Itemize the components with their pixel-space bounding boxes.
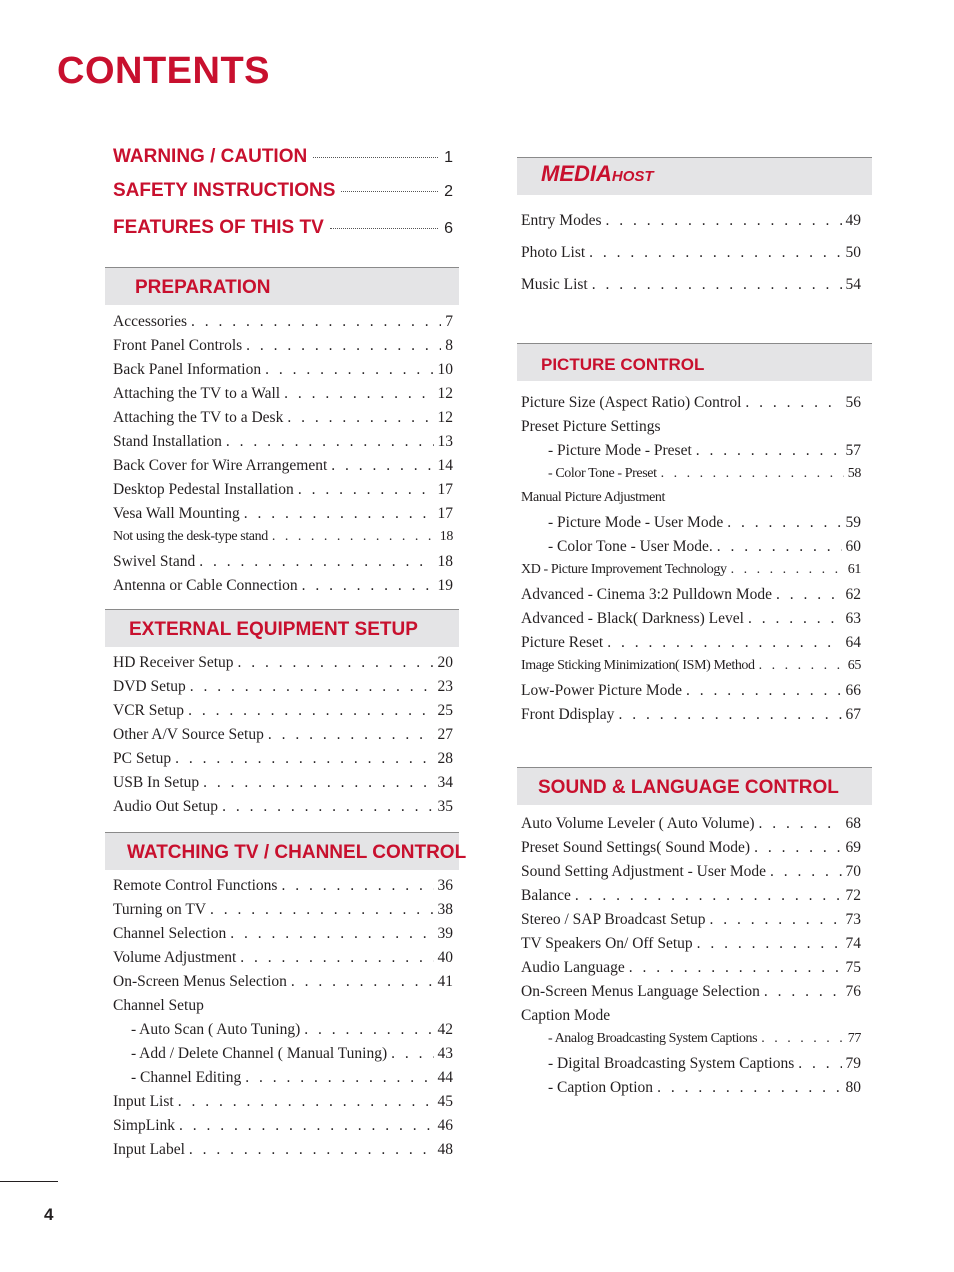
- toc-entry[interactable]: [113, 925, 453, 949]
- toc-entry-label: Volume Adjustment: [113, 949, 237, 966]
- section-header-picture: [517, 343, 872, 381]
- toc-entry-label: Desktop Pedestal Installation: [113, 481, 294, 498]
- leader-dots: [589, 244, 841, 262]
- toc-entry-page: 18: [439, 529, 453, 544]
- toc-entry[interactable]: [521, 466, 861, 490]
- leader-dots: [745, 394, 841, 412]
- toc-entry-page: 7: [445, 313, 453, 330]
- toc-entry-label: - Caption Option: [548, 1079, 654, 1096]
- toc-entry[interactable]: [113, 409, 453, 433]
- section-header-external: [105, 609, 459, 647]
- toc-entry-page: 70: [845, 863, 861, 880]
- leader-dots: [697, 935, 842, 953]
- toc-entry[interactable]: [113, 750, 453, 774]
- leader-dots: [686, 682, 842, 700]
- leader-dots: [710, 911, 842, 929]
- toc-entry-page: 60: [845, 538, 861, 555]
- toc-entry[interactable]: [521, 887, 861, 911]
- toc-entry-page: 23: [437, 678, 453, 695]
- toc-entry-label: Accessories: [113, 313, 188, 330]
- toc-entry[interactable]: [113, 1069, 453, 1093]
- toc-entry-label: VCR Setup: [113, 702, 185, 719]
- toc-entry-page: 46: [437, 1117, 453, 1134]
- leader-dots: [230, 925, 433, 943]
- leader-dots: [607, 634, 841, 652]
- toc-entry-page: 62: [845, 586, 861, 603]
- toc-entry[interactable]: [521, 682, 861, 706]
- leader-dots: [189, 1141, 434, 1159]
- page-title: CONTENTS: [57, 50, 270, 92]
- leader-dots: [331, 457, 433, 475]
- toc-entry-label: SAFETY INSTRUCTIONS: [113, 180, 336, 201]
- toc-entry-label: Advanced - Black( Darkness) Level: [521, 610, 744, 627]
- toc-entry[interactable]: [113, 529, 453, 553]
- toc-entry[interactable]: [113, 877, 453, 901]
- toc-entry-page: 63: [845, 610, 861, 627]
- toc-entry[interactable]: [113, 361, 453, 385]
- toc-entry-label: Manual Picture Adjustment: [521, 490, 665, 505]
- toc-entry-label: Attaching the TV to a Desk: [113, 409, 284, 426]
- toc-entry-page: 34: [437, 774, 453, 791]
- toc-entry[interactable]: [521, 658, 861, 682]
- mediahost-logo-sub: HOST: [611, 168, 654, 185]
- toc-entry-page: 80: [845, 1079, 861, 1096]
- leader-dots: [210, 901, 433, 919]
- toc-entry-page: 38: [437, 901, 453, 918]
- toc-entry-page: 58: [847, 466, 861, 481]
- toc-entry-page: 42: [437, 1021, 453, 1038]
- toc-entry-label: HD Receiver Setup: [113, 654, 234, 671]
- toc-entry-label: Back Panel Information: [113, 361, 262, 378]
- toc-entry-label: Stereo / SAP Broadcast Setup: [521, 911, 706, 928]
- toc-entry-page: 12: [437, 385, 453, 402]
- toc-entry-label: - Digital Broadcasting System Captions: [548, 1055, 795, 1072]
- toc-entry[interactable]: [113, 726, 453, 750]
- toc-entry-page: 41: [437, 973, 453, 990]
- toc-entry-page: 67: [845, 706, 861, 723]
- toc-entry-label: Input List: [113, 1093, 174, 1110]
- leader-dots: [764, 983, 842, 1001]
- toc-entry-label: Audio Out Setup: [113, 798, 219, 815]
- toc-entry[interactable]: [113, 1021, 453, 1045]
- toc-entry-label: Stand Installation: [113, 433, 222, 450]
- toc-entry[interactable]: [521, 490, 861, 514]
- leader-dots: [618, 706, 841, 724]
- toc-entry-page: 45: [437, 1093, 453, 1110]
- leader-dots: [727, 514, 841, 532]
- toc-entry-label: - Analog Broadcasting System Captions: [548, 1031, 758, 1046]
- toc-entry-page: 25: [437, 702, 453, 719]
- toc-entry[interactable]: [521, 935, 861, 959]
- leader-dots: [606, 212, 842, 230]
- toc-entry-page: 56: [845, 394, 861, 411]
- toc-entry-label: - Color Tone - User Mode.: [548, 538, 713, 555]
- toc-entry[interactable]: [113, 654, 453, 678]
- toc-entry[interactable]: [521, 212, 861, 244]
- leader-dots: [188, 702, 433, 720]
- section-header-preparation: [105, 267, 459, 305]
- leader-dots: [291, 973, 434, 991]
- toc-entry-label: - Auto Scan ( Auto Tuning): [131, 1021, 301, 1038]
- toc-entry[interactable]: [113, 949, 453, 973]
- toc-entry-page: 57: [845, 442, 861, 459]
- toc-entry-page: 66: [845, 682, 861, 699]
- toc-entry-label: Preset Picture Settings: [521, 418, 661, 435]
- toc-entry-page: 73: [845, 911, 861, 928]
- leader-dots: [191, 313, 441, 331]
- toc-entry-label: Other A/V Source Setup: [113, 726, 264, 743]
- toc-entry[interactable]: [113, 901, 453, 925]
- toc-entry[interactable]: [113, 385, 453, 409]
- toc-entry-page: 2: [444, 183, 453, 200]
- toc-entry-label: Channel Selection: [113, 925, 227, 942]
- toc-entry[interactable]: [521, 1079, 861, 1103]
- toc-entry[interactable]: [521, 863, 861, 887]
- leader-dots: [281, 877, 433, 895]
- section-title: PREPARATION: [135, 277, 271, 298]
- toc-entry-label: PC Setup: [113, 750, 172, 767]
- toc-entry[interactable]: [113, 337, 453, 361]
- leader-dots: [770, 863, 842, 881]
- toc-entry-page: 36: [437, 877, 453, 894]
- mediahost-logo-main: MEDIA: [541, 161, 612, 186]
- toc-entry-page: 49: [845, 212, 861, 229]
- toc-entry-page: 1: [444, 149, 453, 166]
- toc-entry[interactable]: [521, 276, 861, 308]
- toc-entry-page: 6: [444, 220, 453, 237]
- toc-entry[interactable]: [521, 1031, 861, 1055]
- toc-entry-page: 17: [437, 481, 453, 498]
- toc-entry[interactable]: [521, 244, 861, 276]
- leader-dots: [287, 409, 433, 427]
- section-header-watching: [105, 832, 467, 870]
- toc-entry[interactable]: [521, 634, 861, 658]
- toc-entry[interactable]: [113, 973, 453, 997]
- toc-entry-label: - Color Tone - Preset: [548, 466, 657, 481]
- toc-entry-page: 68: [845, 815, 861, 832]
- toc-entry-page: 79: [845, 1055, 861, 1072]
- leader-dots: [391, 1045, 433, 1063]
- toc-entry-page: 43: [437, 1045, 453, 1062]
- leader-dots: [341, 191, 438, 192]
- toc-entry[interactable]: [521, 706, 861, 730]
- toc-entry[interactable]: [113, 553, 453, 577]
- toc-entry[interactable]: [521, 1055, 861, 1079]
- toc-entry-page: 76: [845, 983, 861, 1000]
- leader-dots: [203, 774, 433, 792]
- toc-entry[interactable]: [521, 839, 861, 863]
- section-title: PICTURE CONTROL: [541, 355, 705, 374]
- toc-entry-label: Input Label: [113, 1141, 185, 1158]
- leader-dots: [175, 750, 433, 768]
- toc-entry[interactable]: [113, 997, 453, 1021]
- toc-entry-page: 10: [437, 361, 453, 378]
- toc-entry-page: 28: [437, 750, 453, 767]
- mediahost-logo: [541, 161, 654, 187]
- toc-entry-label: Audio Language: [521, 959, 625, 976]
- toc-entry-label: Picture Size (Aspect Ratio) Control: [521, 394, 742, 411]
- leader-dots: [302, 577, 434, 595]
- toc-entry-label: TV Speakers On/ Off Setup: [521, 935, 693, 952]
- leader-dots: [776, 586, 842, 604]
- toc-entry[interactable]: [521, 538, 861, 562]
- section-title: EXTERNAL EQUIPMENT SETUP: [129, 619, 418, 640]
- toc-entry-label: Channel Setup: [113, 997, 204, 1014]
- toc-entry[interactable]: [521, 959, 861, 983]
- toc-entry[interactable]: [521, 418, 861, 442]
- toc-entry-label: Image Sticking Minimization( ISM) Method: [521, 658, 755, 673]
- toc-list-external: [113, 654, 453, 822]
- leader-dots: [284, 385, 433, 403]
- toc-entry[interactable]: [113, 702, 453, 726]
- toc-entry-page: 59: [845, 514, 861, 531]
- toc-entry-label: Music List: [521, 276, 588, 293]
- leader-dots: [657, 1079, 841, 1097]
- toc-entry-page: 39: [437, 925, 453, 942]
- toc-entry-label: SimpLink: [113, 1117, 176, 1134]
- toc-entry-label: Advanced - Cinema 3:2 Pulldown Mode: [521, 586, 772, 603]
- leader-dots: [592, 276, 842, 294]
- toc-entry[interactable]: [521, 610, 861, 634]
- leader-dots: [246, 337, 441, 355]
- toc-entry-page: 64: [845, 634, 861, 651]
- leader-dots: [222, 798, 433, 816]
- toc-entry-label: - Channel Editing: [131, 1069, 242, 1086]
- leader-dots: [179, 1117, 433, 1135]
- toc-entry-page: 54: [845, 276, 861, 293]
- toc-entry[interactable]: [521, 911, 861, 935]
- toc-entry-label: Turning on TV: [113, 901, 207, 918]
- toc-entry-page: 12: [437, 409, 453, 426]
- leader-dots: [313, 157, 438, 158]
- toc-entry-label: On-Screen Menus Selection: [113, 973, 287, 990]
- toc-entry-page: 17: [437, 505, 453, 522]
- toc-entry[interactable]: [113, 313, 453, 337]
- toc-entry-page: 44: [437, 1069, 453, 1086]
- toc-entry[interactable]: [521, 815, 861, 839]
- toc-entry-label: Remote Control Functions: [113, 877, 278, 894]
- toc-entry-label: Front Ddisplay: [521, 706, 615, 723]
- toc-entry-page: 77: [847, 1031, 861, 1046]
- leader-dots: [178, 1093, 434, 1111]
- toc-list-sound: [521, 815, 861, 1103]
- toc-entry-label: Not using the desk-type stand: [113, 529, 268, 544]
- leader-dots: [226, 433, 434, 451]
- toc-entry[interactable]: [521, 1007, 861, 1031]
- toc-entry-page: 48: [437, 1141, 453, 1158]
- toc-entry[interactable]: [113, 481, 453, 505]
- toc-entry-label: - Picture Mode - Preset: [548, 442, 692, 459]
- toc-entry-page: 50: [845, 244, 861, 261]
- toc-entry-warning[interactable]: [113, 146, 453, 176]
- section-header-sound: [517, 767, 872, 805]
- toc-entry-label: Caption Mode: [521, 1007, 611, 1024]
- toc-entry-page: 40: [437, 949, 453, 966]
- toc-entry-safety[interactable]: [113, 180, 453, 210]
- leader-dots: [245, 1069, 433, 1087]
- toc-entry[interactable]: [113, 798, 453, 822]
- toc-entry-label: - Picture Mode - User Mode: [548, 514, 724, 531]
- toc-entry[interactable]: [521, 394, 861, 418]
- toc-entry-page: 74: [845, 935, 861, 952]
- toc-entry[interactable]: [521, 514, 861, 538]
- toc-entry-label: USB In Setup: [113, 774, 200, 791]
- leader-dots: [748, 610, 842, 628]
- toc-entry-label: Back Cover for Wire Arrangement: [113, 457, 328, 474]
- toc-entry[interactable]: [521, 983, 861, 1007]
- leader-dots: [298, 481, 434, 499]
- leader-dots: [717, 538, 842, 556]
- leader-dots: [661, 466, 844, 482]
- toc-entry-page: 13: [437, 433, 453, 450]
- toc-entry-page: 61: [847, 562, 861, 577]
- footer-rule: [0, 1181, 58, 1182]
- toc-entry-label: DVD Setup: [113, 678, 186, 695]
- toc-entry-label: Low-Power Picture Mode: [521, 682, 682, 699]
- toc-list-preparation: [113, 313, 453, 601]
- toc-entry-label: FEATURES OF THIS TV: [113, 217, 324, 238]
- leader-dots: [272, 529, 436, 545]
- toc-entry[interactable]: [113, 774, 453, 798]
- toc-entry[interactable]: [113, 1141, 453, 1165]
- toc-entry-features[interactable]: [113, 217, 453, 247]
- toc-entry-page: 72: [845, 887, 861, 904]
- toc-list-watching: [113, 877, 453, 1165]
- leader-dots: [190, 678, 434, 696]
- toc-entry-label: Photo List: [521, 244, 586, 261]
- toc-entry[interactable]: [113, 1045, 453, 1069]
- toc-list-mediahost: [521, 212, 861, 308]
- toc-entry-page: 20: [437, 654, 453, 671]
- toc-entry[interactable]: [521, 586, 861, 610]
- toc-entry-label: Auto Volume Leveler ( Auto Volume): [521, 815, 755, 832]
- leader-dots: [268, 726, 434, 744]
- leader-dots: [629, 959, 842, 977]
- leader-dots: [798, 1055, 841, 1073]
- toc-entry[interactable]: [113, 433, 453, 457]
- toc-entry[interactable]: [521, 442, 861, 466]
- toc-entry-label: WARNING / CAUTION: [113, 146, 308, 167]
- toc-entry[interactable]: [113, 457, 453, 481]
- toc-entry[interactable]: [521, 562, 861, 586]
- toc-entry-label: Picture Reset: [521, 634, 604, 651]
- toc-entry-label: Front Panel Controls: [113, 337, 243, 354]
- toc-entry-label: On-Screen Menus Language Selection: [521, 983, 760, 1000]
- toc-entry-page: 19: [437, 577, 453, 594]
- toc-entry-label: Sound Setting Adjustment - User Mode: [521, 863, 766, 880]
- toc-entry-page: 14: [437, 457, 453, 474]
- toc-entry[interactable]: [113, 577, 453, 601]
- leader-dots: [758, 815, 841, 833]
- toc-entry-page: 35: [437, 798, 453, 815]
- leader-dots: [754, 839, 841, 857]
- toc-entry-label: - Add / Delete Channel ( Manual Tuning): [131, 1045, 388, 1062]
- toc-entry-label: Antenna or Cable Connection: [113, 577, 298, 594]
- leader-dots: [330, 228, 438, 229]
- section-title: WATCHING TV / CHANNEL CONTROL: [127, 842, 467, 863]
- leader-dots: [238, 654, 434, 672]
- toc-entry-page: 65: [847, 658, 861, 673]
- toc-entry-label: Balance: [521, 887, 571, 904]
- leader-dots: [696, 442, 842, 460]
- leader-dots: [761, 1031, 844, 1047]
- page-number: 4: [44, 1205, 54, 1224]
- leader-dots: [575, 887, 842, 905]
- leader-dots: [244, 505, 434, 523]
- toc-entry-page: 18: [437, 553, 453, 570]
- toc-entry-label: Preset Sound Settings( Sound Mode): [521, 839, 751, 856]
- leader-dots: [731, 562, 844, 578]
- leader-dots: [199, 553, 433, 571]
- toc-entry[interactable]: [113, 678, 453, 702]
- toc-entry-label: Swivel Stand: [113, 553, 196, 570]
- toc-entry-page: 75: [845, 959, 861, 976]
- toc-entry-label: Vesa Wall Mounting: [113, 505, 240, 522]
- toc-entry-label: Attaching the TV to a Wall: [113, 385, 281, 402]
- toc-entry-page: 8: [445, 337, 453, 354]
- section-title: SOUND & LANGUAGE CONTROL: [538, 777, 839, 798]
- toc-entry-page: 69: [845, 839, 861, 856]
- toc-entry-page: 27: [437, 726, 453, 743]
- leader-dots: [265, 361, 433, 379]
- leader-dots: [759, 658, 844, 674]
- leader-dots: [240, 949, 433, 967]
- toc-entry[interactable]: [113, 1093, 453, 1117]
- toc-list-picture: [521, 394, 861, 730]
- leader-dots: [304, 1021, 433, 1039]
- toc-entry-label: Entry Modes: [521, 212, 602, 229]
- toc-entry-label: XD - Picture Improvement Technology: [521, 562, 727, 577]
- toc-entry[interactable]: [113, 1117, 453, 1141]
- toc-entry[interactable]: [113, 505, 453, 529]
